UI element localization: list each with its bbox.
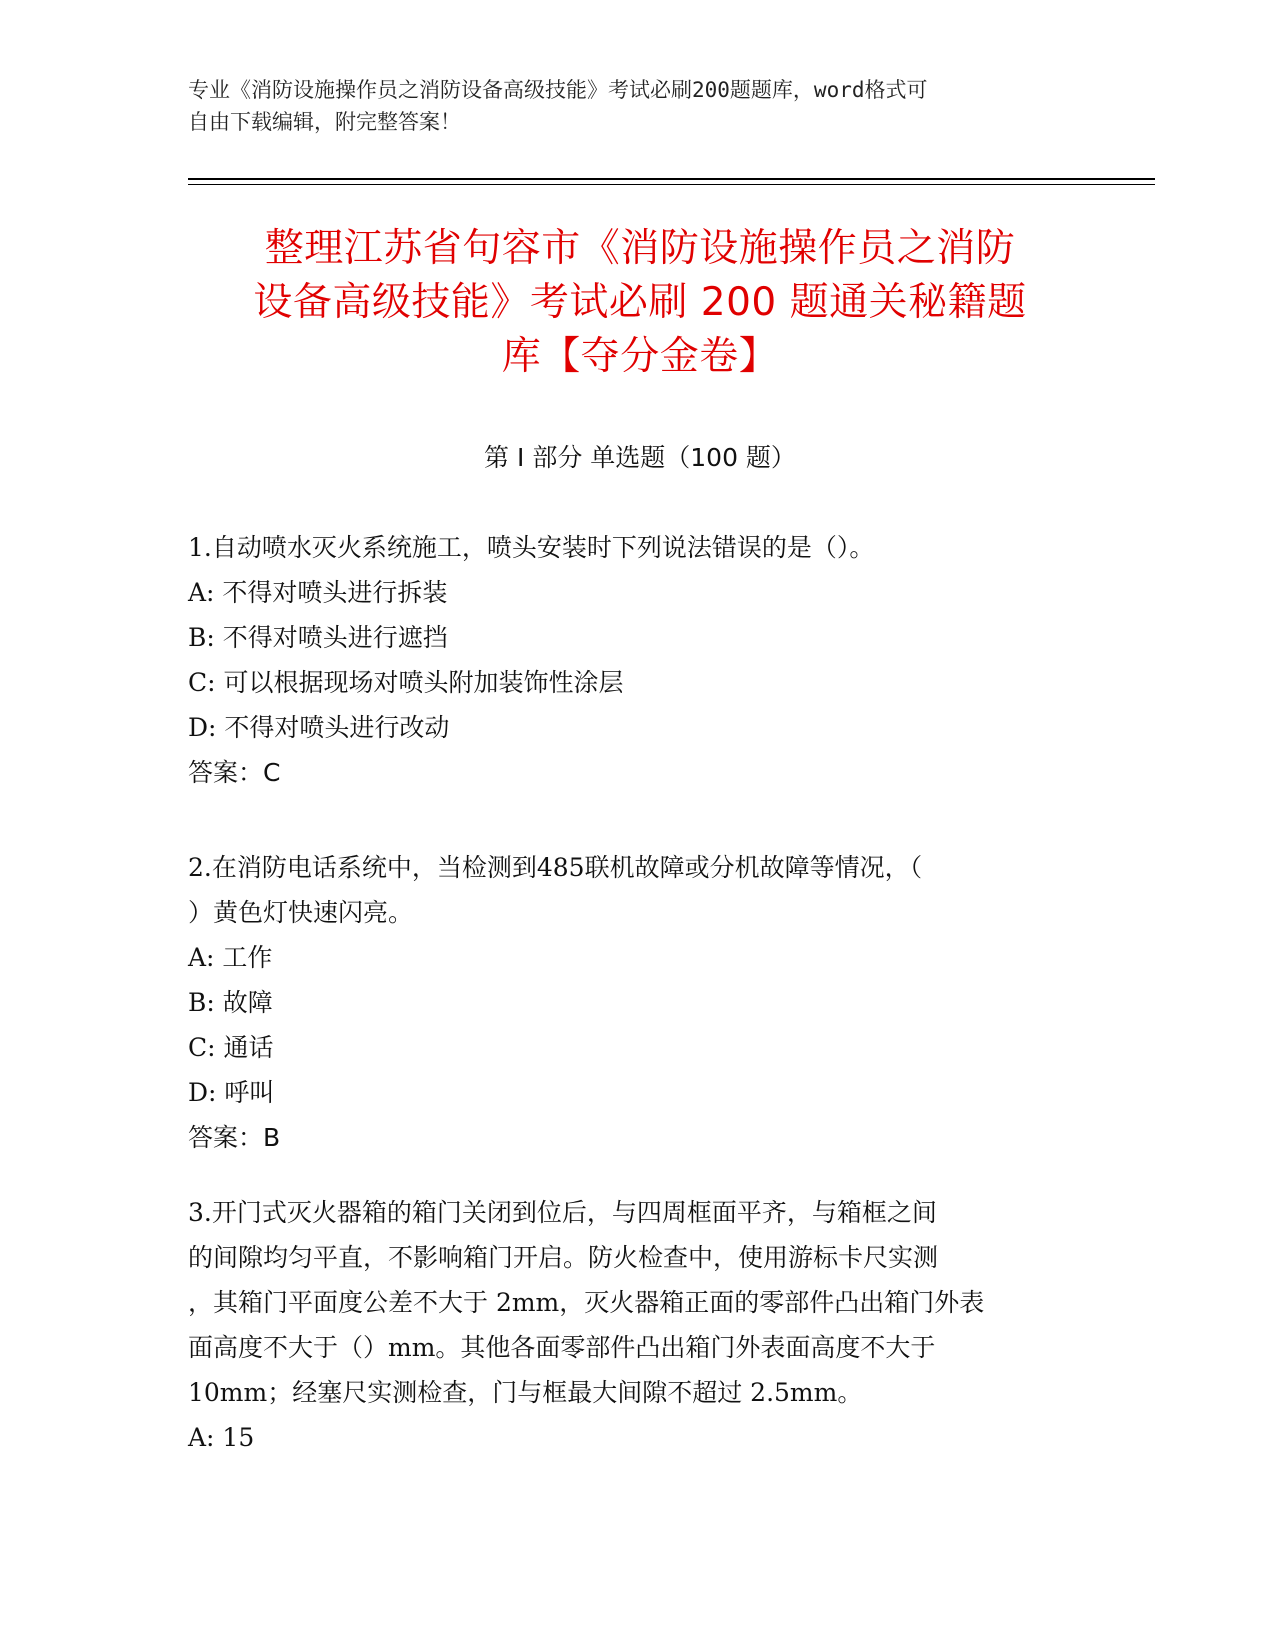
title-line-2: 设备高级技能》考试必刷 200 题通关秘籍题 bbox=[253, 280, 1027, 325]
option-b: B: 不得对喷头进行遮挡 bbox=[188, 623, 448, 652]
option-a: A: 不得对喷头进行拆装 bbox=[188, 578, 448, 607]
question-stem: 2.在消防电话系统中，当检测到485联机故障或分机故障等情况，（ bbox=[188, 853, 923, 882]
title-line-1: 整理江苏省句容市《消防设施操作员之消防 bbox=[264, 226, 1016, 271]
question-2 bbox=[188, 845, 1108, 1160]
question-stem: 面高度不大于（）mm。其他各面零部件凸出箱门外表面高度不大于 bbox=[188, 1333, 936, 1362]
question-stem: ，其箱门平面度公差不大于 2mm，灭火器箱正面的零部件凸出箱门外表 bbox=[188, 1288, 985, 1317]
header-divider-thin bbox=[188, 184, 1155, 185]
header-divider-thick bbox=[188, 178, 1155, 180]
question-3 bbox=[188, 1190, 1108, 1460]
document-header bbox=[188, 74, 1068, 138]
option-c: C: 可以根据现场对喷头附加装饰性涂层 bbox=[188, 668, 624, 697]
section-heading: 第 I 部分 单选题（100 题） bbox=[484, 443, 796, 472]
option-a: A: 15 bbox=[188, 1423, 255, 1452]
option-c: C: 通话 bbox=[188, 1033, 274, 1062]
question-stem: 1.自动喷水灭火系统施工，喷头安装时下列说法错误的是（）。 bbox=[188, 533, 875, 562]
option-b: B: 故障 bbox=[188, 988, 273, 1017]
question-1 bbox=[188, 525, 1108, 795]
question-stem: 的间隙均匀平直，不影响箱门开启。防火检查中，使用游标卡尺实测 bbox=[188, 1243, 939, 1272]
option-d: D: 呼叫 bbox=[188, 1078, 275, 1107]
header-line-1: 专业《消防设施操作员之消防设备高级技能》考试必刷200题题库，word格式可 bbox=[188, 78, 928, 102]
question-stem: ）黄色灯快速闪亮。 bbox=[188, 898, 414, 927]
option-d: D: 不得对喷头进行改动 bbox=[188, 713, 450, 742]
question-stem: 3.开门式灭火器箱的箱门关闭到位后，与四周框面平齐，与箱框之间 bbox=[188, 1198, 937, 1227]
page-title bbox=[160, 222, 1120, 384]
option-a: A: 工作 bbox=[188, 943, 273, 972]
answer-line: 答案：B bbox=[188, 1123, 281, 1152]
title-line-3: 库【夺分金卷】 bbox=[501, 334, 779, 379]
header-line-2: 自由下载编辑，附完整答案！ bbox=[188, 110, 461, 134]
answer-line: 答案：C bbox=[188, 758, 281, 787]
question-stem: 10mm；经塞尺实测检查，门与框最大间隙不超过 2.5mm。 bbox=[188, 1378, 863, 1407]
